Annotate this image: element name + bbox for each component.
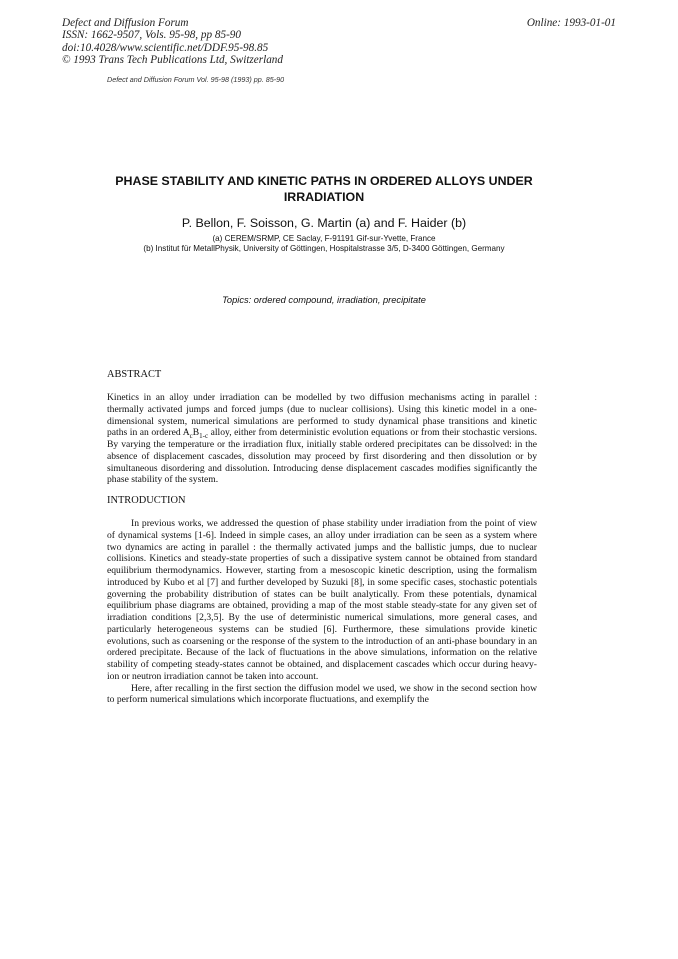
- affiliation-a: (a) CEREM/SRMP, CE Saclay, F-91191 Gif-sur-Yvette, France: [212, 234, 436, 243]
- intro-paragraph-2: Here, after recalling in the first section the diffusion model we used, we show in the second section how to perform numerical simulations which incorporate fluctuations, and exemplify the: [107, 682, 537, 706]
- subscript-1-c: 1-c: [199, 432, 209, 441]
- affiliation-b: (b) Institut für MetallPhysik, University of Göttingen, Hospitalstrasse 3/5, D-3400 Göttingen, Germany: [143, 244, 505, 253]
- introduction-text: [107, 518, 537, 756]
- paper-title: PHASE STABILITY AND KINETIC PATHS IN ORDERED ALLOYS UNDER IRRADIATION: [115, 174, 533, 204]
- abstract-text-end: alloy, either from deterministic evolution equations or from their stochastic versions. By varying the temperature or the irradiation flux, initially stable ordered precipitates can be dissolved: in the absence of displacement cascades, dissolution may proceed by first disordering and then dissolution or by simultaneous disordering and dissolution. Introducing dense displacement cascades modifies significantly the phase stability of the system.: [107, 427, 537, 486]
- abstract-text: [107, 392, 537, 487]
- abstract-heading: ABSTRACT: [107, 369, 162, 380]
- intro-paragraph-1: In previous works, we addressed the question of phase stability under irradiation from the point of view of dynamical systems [1-6]. Indeed in simple cases, an alloy under irradiation can be seen as a system where two dynamics are acting in parallel : the thermally activated jumps and the ballistic jumps, due to nuclear collisions. Kinetics and steady-state properties of such a dissipative system cannot be obtained from standard equilibrium thermodynamics. However, starting from a mesoscopic kinetic description, using the formalism introduced by Kubo et al [7] and further developed by Suzuki [8], in some specific cases, stochastic potentials governing the probability distribution of states can be built analytically. From these potentials, dynamical equilibrium phase diagrams are obtained, providing a map of the most stable steady-state for any given set of irradiation conditions [2,3,5]. By the use of deterministic numerical simulations, more general cases, and particularly heterogeneous systems can be studied [6]. Furthermore, these simulations provide kinetic evolutions, such as coarsening or the response of the system to the introduction of an anti-phase boundary in an ordered precipitate. Because of the lack of fluctuations in the above simulations, information on the relative stability of competing steady-states cannot be obtained, and displacement cascades which occur during heavy-ion or neutron irradiation cannot be taken into account.: [107, 518, 537, 682]
- citation-header: [62, 17, 422, 67]
- author-list: P. Bellon, F. Soisson, G. Martin (a) and F. Haider (b): [181, 216, 467, 230]
- copyright-line: © 1993 Trans Tech Publications Ltd, Switzerland: [62, 54, 283, 67]
- introduction-heading: INTRODUCTION: [107, 495, 186, 506]
- subscript-c: c: [189, 432, 193, 441]
- original-running-head: Defect and Diffusion Forum Vol. 95-98 (1993) pp. 85-90: [107, 76, 285, 84]
- issn-line: ISSN: 1662-9507, Vols. 95-98, pp 85-90: [62, 29, 241, 42]
- journal-name: Defect and Diffusion Forum: [62, 17, 189, 29]
- formula-b: B: [192, 427, 200, 439]
- topics-line: Topics: ordered compound, irradiation, precipitate: [222, 295, 426, 305]
- doi-line: doi:10.4028/www.scientific.net/DDF.95-98.85: [62, 41, 269, 54]
- abstract-text-start: Kinetics in an alloy under irradiation can be modelled by two diffusion mechanisms acting in parallel : thermally activated jumps and forced jumps (due to nuclear collisions). Using this kinetic model in a one-dimensional system, numerical simulations are performed to study dynamical phase transitions and kinetic paths in an ordered A: [107, 392, 537, 439]
- online-date: Online: 1993-01-01: [526, 17, 616, 29]
